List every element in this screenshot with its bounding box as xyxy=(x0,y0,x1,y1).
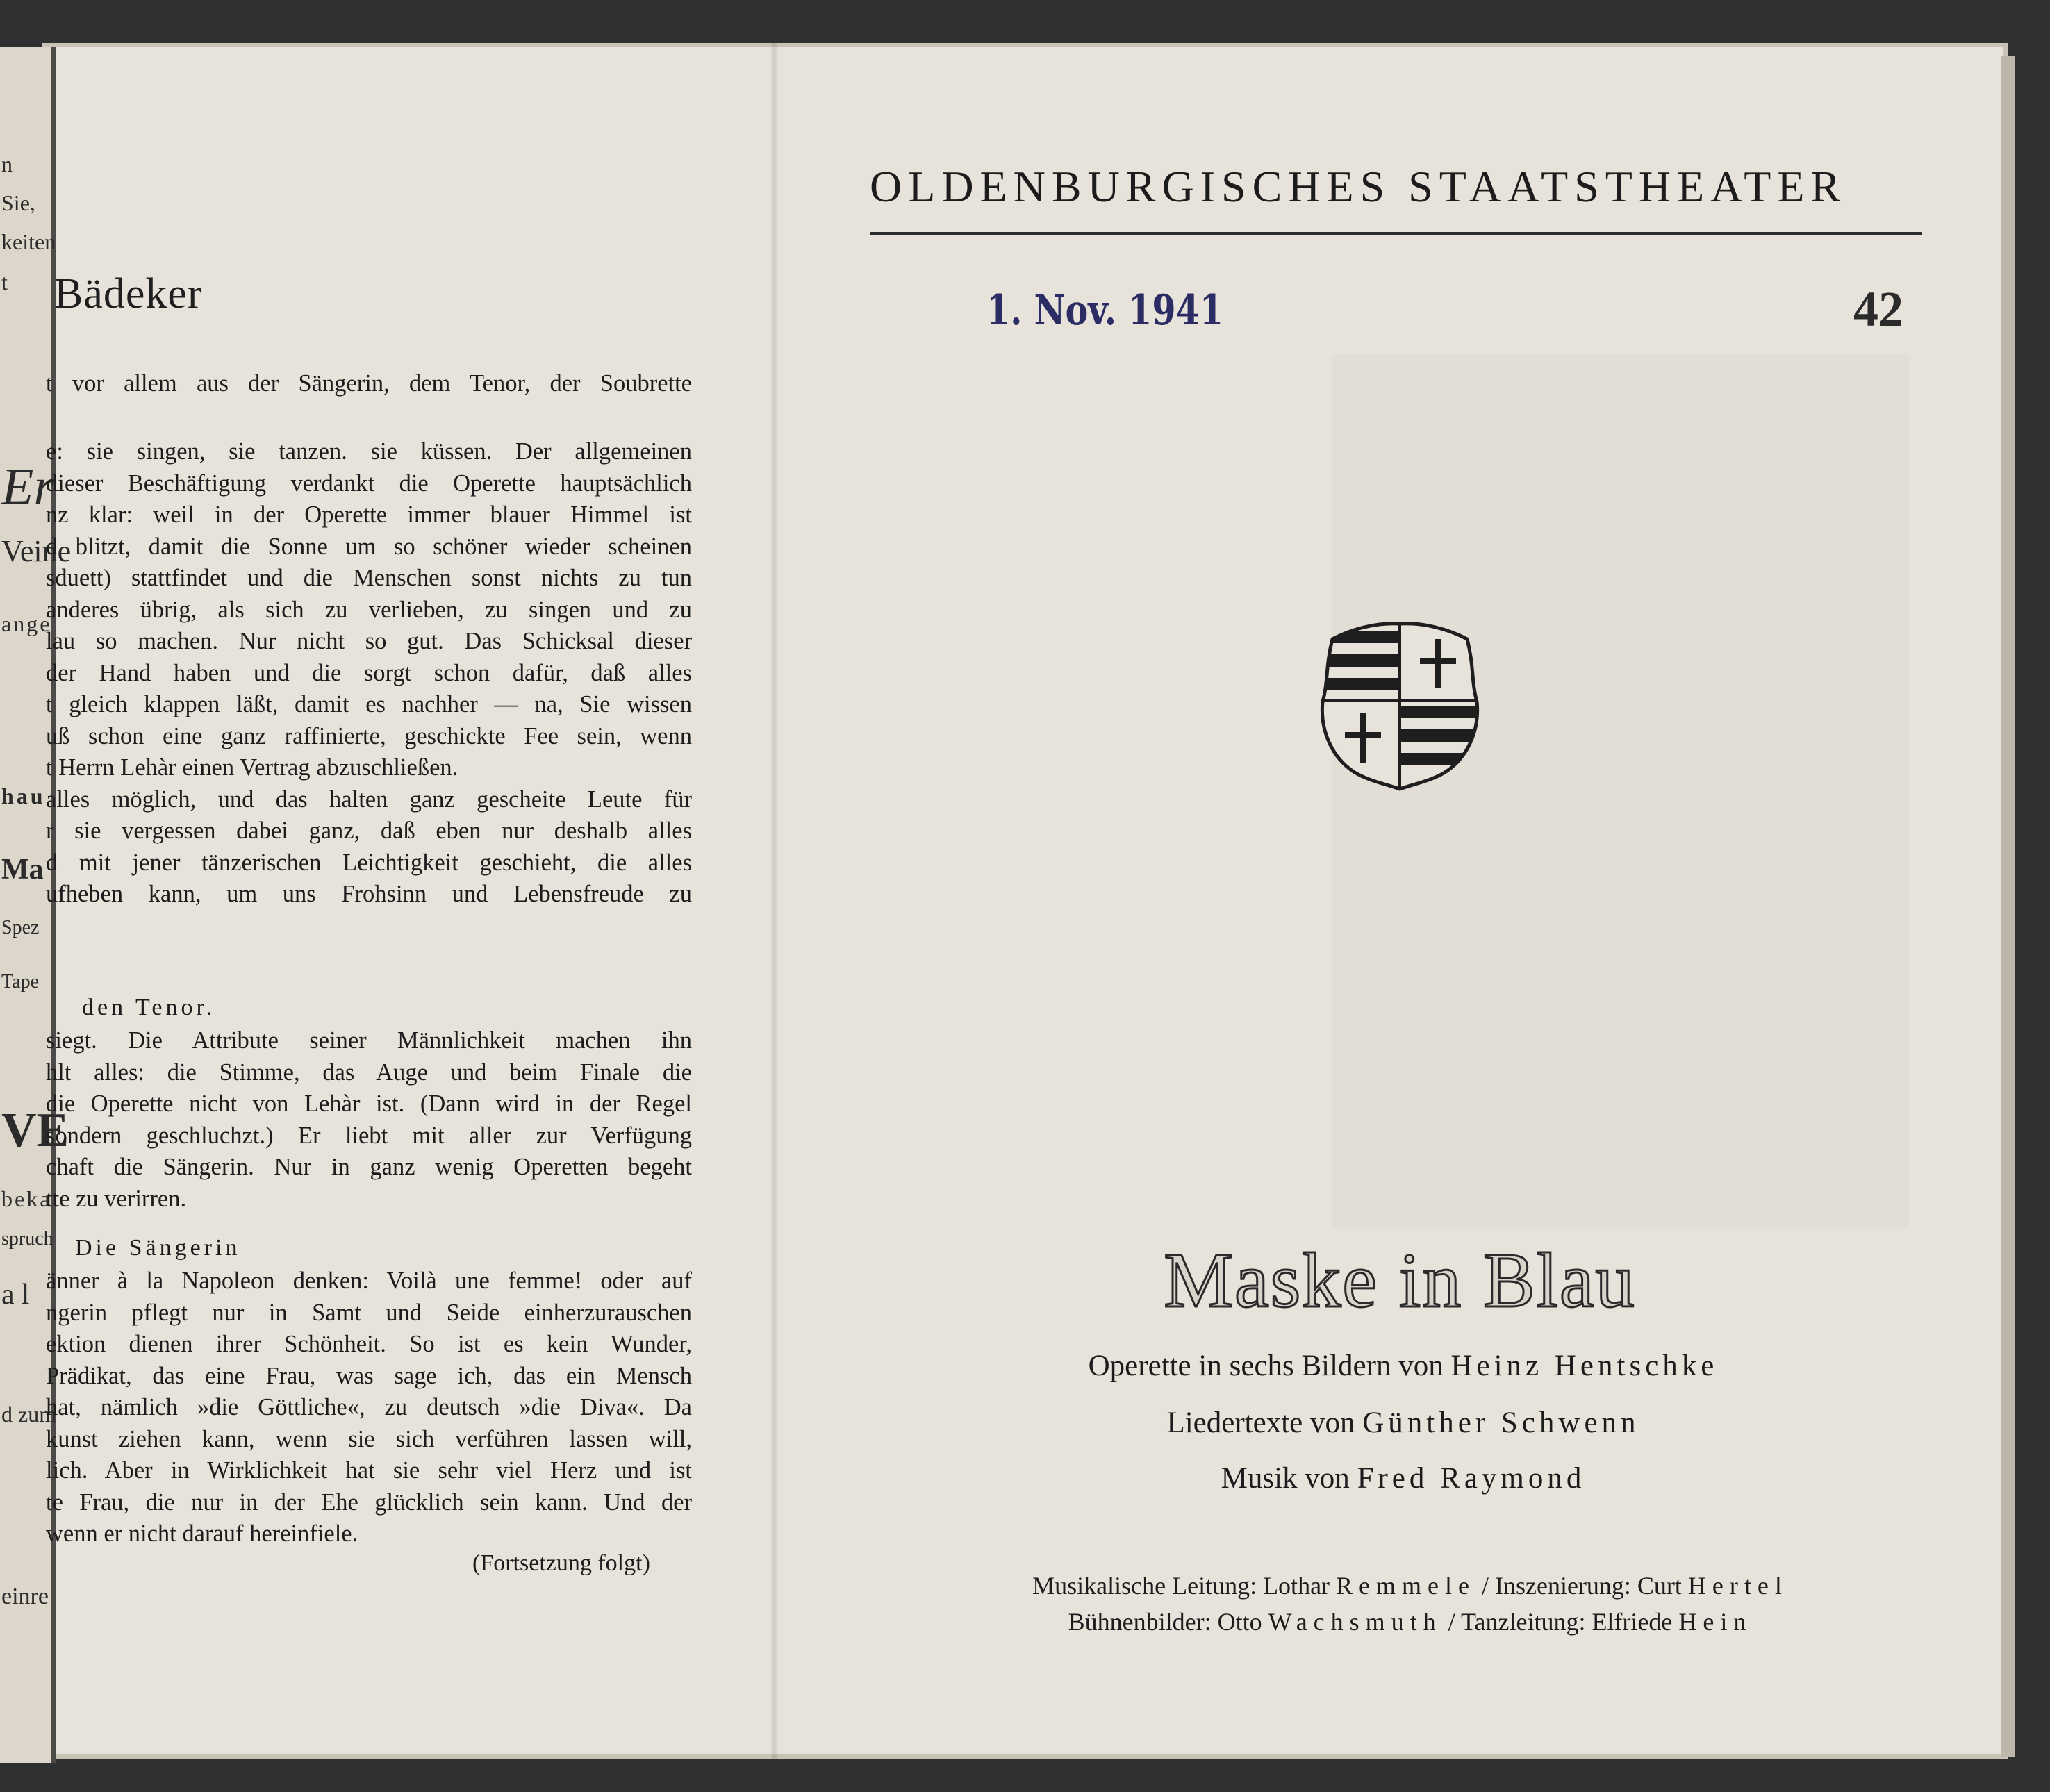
staff-name: Wachsmuth xyxy=(1268,1608,1442,1636)
text-line: tte zu verirren. xyxy=(46,1185,187,1212)
article-heading: Bädeker xyxy=(54,270,203,317)
text-line: ufheben kann, um uns Frohsinn und Lebensfreude zu xyxy=(46,881,692,907)
text-line: lich. Aber in Wirklichkeit hat sie sehr viel Herz und ist xyxy=(46,1457,692,1484)
text-line: t Herrn Lehàr einen Vertrag abzuschließen. xyxy=(46,754,458,781)
margin-fragment: hau xyxy=(1,783,46,808)
staff-name: Hertel xyxy=(1687,1572,1788,1600)
theater-name: OLDENBURGISCHES STAATSTHEATER xyxy=(870,162,1847,211)
text-line: sondern geschluchzt.) Er liebt mit aller zur Verfügung xyxy=(46,1122,692,1149)
staff-label: / Inszenierung: Curt xyxy=(1481,1572,1682,1600)
page-fold xyxy=(771,43,778,1759)
margin-fragment: d zum xyxy=(1,1402,57,1427)
credit-name: Günther Schwenn xyxy=(1362,1407,1640,1439)
text-line: der Hand haben und die sorgt schon dafür, daß alles xyxy=(46,659,692,686)
date-stamp: 1. Nov. 1941 xyxy=(986,286,1224,335)
page-number: 42 xyxy=(1853,281,1903,337)
text-line: r sie vergessen dabei ganz, daß eben nur deshalb alles xyxy=(46,818,692,844)
text-line: uß schon eine ganz raffinierte, geschickte Fee sein, wenn xyxy=(46,722,692,749)
credit-label: Operette in sechs Bildern von xyxy=(1088,1350,1444,1382)
credit-name: Heinz Hentschke xyxy=(1450,1350,1719,1382)
title-rule-divider xyxy=(870,232,1922,235)
text-line: hlt alles: die Stimme, das Auge und beim Finale die xyxy=(46,1059,692,1086)
text-line: ektion dienen ihrer Schönheit. So ist es kein Wunder, xyxy=(46,1331,692,1357)
credit-name: Fred Raymond xyxy=(1357,1462,1586,1495)
subheading-tenor: den Tenor. xyxy=(82,995,216,1020)
text-line: wenn er nicht darauf hereinfiele. xyxy=(46,1520,358,1547)
intro-line xyxy=(46,368,692,400)
paragraph-1 xyxy=(46,436,692,911)
credit-label: Musik von xyxy=(1221,1462,1350,1495)
credit-label: Liedertexte von xyxy=(1166,1407,1355,1439)
text-line: anderes übrig, als sich zu verlieben, zu singen und zu xyxy=(46,596,692,623)
margin-fragment: Ma xyxy=(1,854,44,886)
margin-fragment: Tape xyxy=(1,971,40,993)
margin-fragment: einre xyxy=(1,1584,49,1609)
show-through-panel xyxy=(1332,354,1909,1229)
page-edge-shadow xyxy=(2001,56,2015,1757)
staff-label: / Tanzleitung: Elfriede xyxy=(1448,1608,1673,1636)
credit-line-lyrics xyxy=(896,1406,1910,1440)
text-line: nz klar: weil in der Operette immer blauer Himmel ist xyxy=(46,501,692,528)
credit-line-libretto xyxy=(896,1349,1910,1383)
text-line: hat, nämlich »die Göttliche«, zu deutsch »die Diva«. Da xyxy=(46,1394,692,1420)
staff-label: Bühnenbilder: Otto xyxy=(1068,1608,1262,1636)
text-line: chaft die Sängerin. Nur in ganz wenig Operetten begeht xyxy=(46,1154,692,1180)
margin-fragment: ange xyxy=(1,611,52,636)
show-title: Maske in Blau xyxy=(1164,1238,1636,1324)
margin-fragment: al xyxy=(1,1279,37,1311)
staff-line-2 xyxy=(889,1607,1931,1636)
text-line: dieser Beschäftigung verdankt die Operette hauptsächlich xyxy=(46,470,692,497)
text-line: Prädikat, das eine Frau, was sage ich, das ein Mensch xyxy=(46,1362,692,1389)
margin-fragment: t xyxy=(1,269,8,294)
text-line: die Operette nicht von Lehàr ist. (Dann wird in der Regel xyxy=(46,1090,692,1117)
text-line: ngerin pflegt nur in Samt und Seide einherzurauschen xyxy=(46,1299,692,1326)
staff-name: Hein xyxy=(1678,1608,1753,1636)
subheading-singer: Die Sängerin xyxy=(75,1235,241,1261)
margin-fragment: Sie, xyxy=(1,190,35,215)
continuation-note: (Fortsetzung folgt) xyxy=(472,1550,650,1576)
margin-fragment: Er xyxy=(1,458,54,516)
margin-fragment: spruch xyxy=(1,1228,53,1250)
paragraph-2 xyxy=(46,1025,692,1215)
text-line: änner à la Napoleon denken: Voilà une femme! oder auf xyxy=(46,1268,692,1294)
text-line: t vor allem aus der Sängerin, dem Tenor, der Soubrette xyxy=(46,370,692,397)
staff-line-1 xyxy=(889,1571,1931,1600)
margin-fragment: beka xyxy=(1,1186,52,1211)
text-line: alles möglich, und das halten ganz gescheite Leute für xyxy=(46,786,692,813)
text-line: te Frau, die nur in der Ehe glücklich sein kann. Und der xyxy=(46,1488,692,1516)
margin-fragment: VE xyxy=(1,1104,69,1157)
text-line: e: sie singen, sie tanzen. sie küssen. Der allgemeinen xyxy=(46,438,692,465)
staff-name: Remmele xyxy=(1336,1572,1475,1600)
text-line: lau so machen. Nur nicht so gut. Das Schicksal dieser xyxy=(46,628,692,654)
text-line: t gleich klappen läßt, damit es nachher — na, Sie wissen xyxy=(46,691,692,717)
text-line: siegt. Die Attribute seiner Männlichkeit machen ihn xyxy=(46,1027,692,1054)
margin-fragment: n xyxy=(1,151,13,176)
credit-line-music xyxy=(896,1461,1910,1495)
text-line: sduett) stattfindet und die Menschen sonst nichts zu tun xyxy=(46,565,692,591)
paragraph-3 xyxy=(46,1266,692,1550)
margin-fragment: Veine xyxy=(1,534,72,568)
coat-of-arms-icon xyxy=(1320,618,1480,792)
margin-fragment: keiten xyxy=(1,229,56,254)
staff-label: Musikalische Leitung: Lothar xyxy=(1032,1572,1330,1600)
text-line: d mit jener tänzerischen Leichtigkeit geschieht, die alles xyxy=(46,849,692,876)
text-line: kunst ziehen kann, wenn sie sich verführen lassen will, xyxy=(46,1425,692,1452)
text-line: d blitzt, damit die Sonne um so schöner wieder scheinen xyxy=(46,533,692,560)
margin-fragment: Spez xyxy=(1,917,40,938)
